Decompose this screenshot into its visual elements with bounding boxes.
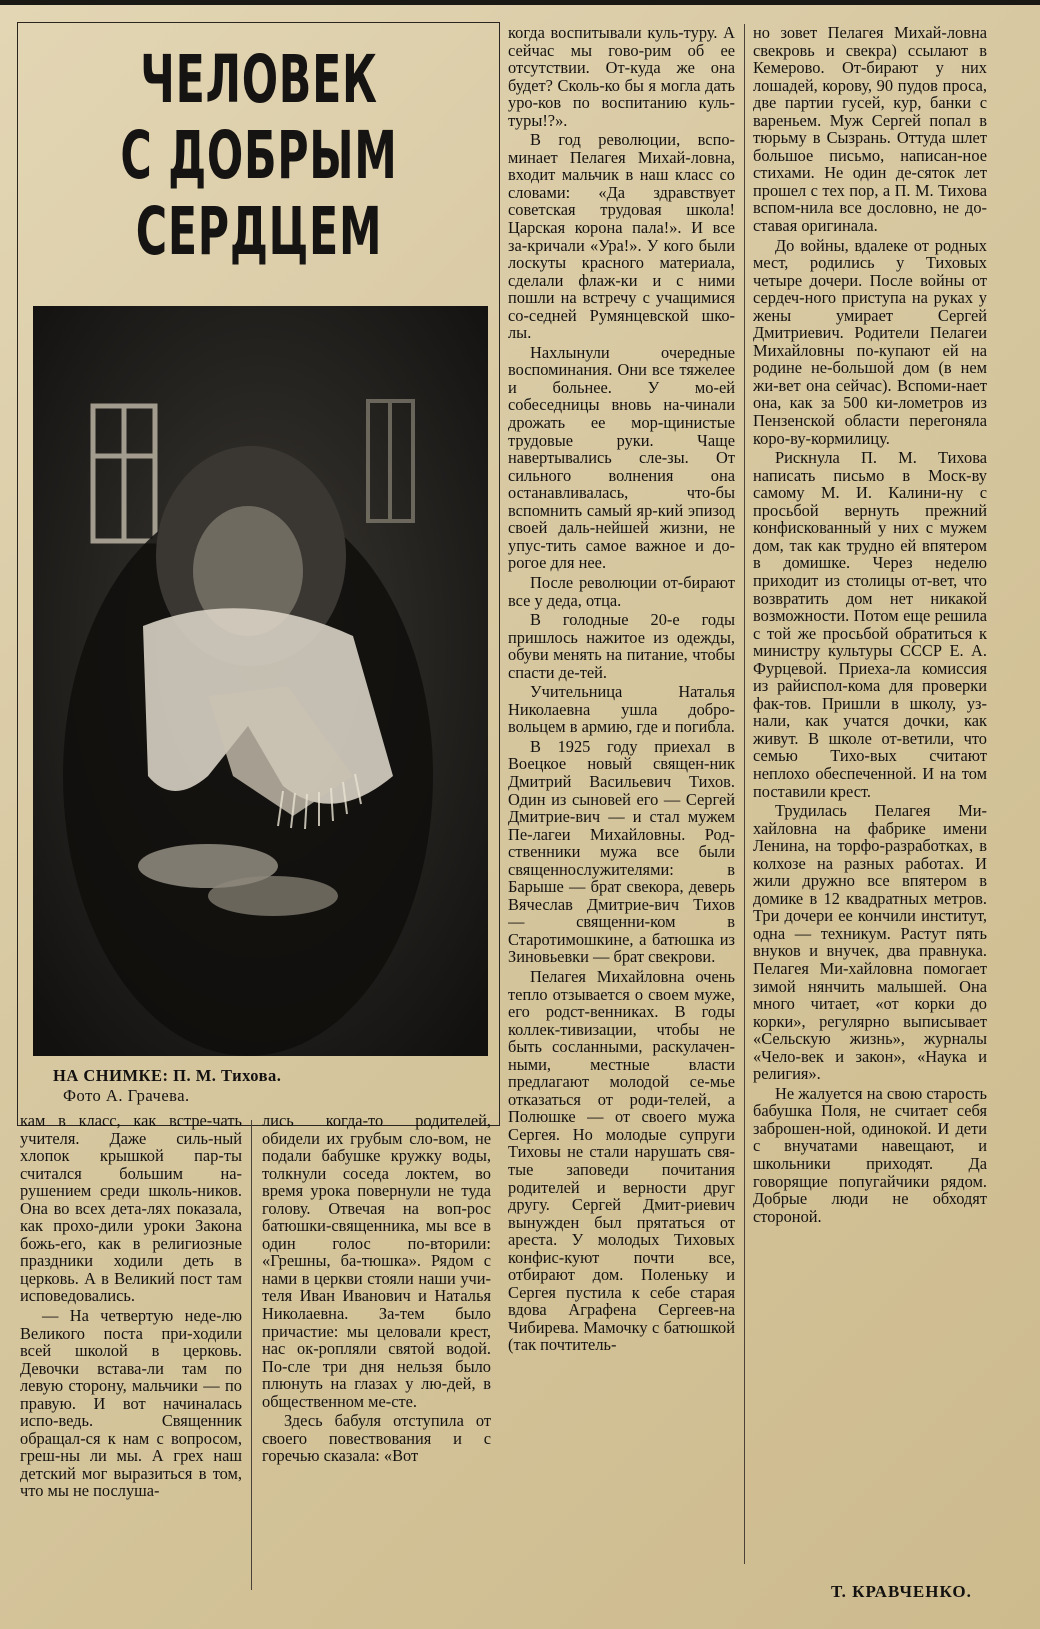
paragraph: В 1925 году приехал в Воецкое новый священ-ник Дмитрий Васильевич Тихов. Один из сыновей его — Сергей Дмитрие-вич — и стал мужем Пе-лагеи Михайловны. Род-ственники мужа все были священнослужителями: в Барыше — брат свекора, деверь Вячеслав Дмитрие-вич Тихов — священни-ком в Старотимошкине, а батюшка из Зиновьевки — брат свекрови. [508, 736, 735, 967]
paragraph: Не жалуется на свою старость бабушка Поля, не считает себя заброшен-ной, одинокой. И дети с внучатами навещают, и школьники приходят. Да говорящие попугайчики рядом. Добрые люди не обходят стороной. [753, 1083, 987, 1226]
column-bottom-left [20, 1112, 242, 1594]
paragraph: Рискнула П. М. Тихова написать письмо в Моск-ву самому М. И. Калини-ну с просьбой вернуть прежний конфискованный у них с мужем дом, так как трудно ей впятером в домишке. Через неделю приходит из столицы от-вет, что возвратить дом нет никакой возможности. Потом еще решила с той же просьбой обратиться к министру культуры СССР Е. А. Фурцевой. Приеха-ла комиссия из райиспол-кома для проверки фак-тов. Пришли в школу, уз-нали, как учатся дочки, как живут. В школе от-ветили, что семью Тихо-вых считают неплохо обеспеченной. И на том поставили крест. [753, 448, 987, 801]
portrait-illustration [33, 306, 488, 1056]
paragraph: — На четвертую неде-лю Великого поста при-ходили всей школой в церковь. Девочки встава-ли там по левую сторону, мальчики — по правую. И вот начиналась испо-ведь. Священник обращал-ся к нам с вопросом, греш-ны ли мы. А грех наш детский мог выразиться в том, что мы не послуша- [20, 1306, 242, 1501]
photo-caption: НА СНИМКЕ: П. М. Тихова. [53, 1066, 282, 1085]
photo-credit: Фото А. Грачева. [63, 1086, 190, 1105]
portrait-photo [33, 306, 488, 1056]
paragraph: но зовет Пелагея Михай-ловна свекровь и свекра) ссылают в Кемерово. От-бирают у них лошадей, корову, 90 пудов проса, две партии гусей, кур, банки с вареньем. Муж Сергей попал в тюрьму в Сызрань. Оттуда шлет большое письмо, написан-ное стихами. Не один де-сяток лет прошел с тех пор, а П. М. Тихова вспом-нила все дословно, не до-ставая оригинала. [753, 24, 987, 236]
paragraph: Здесь бабуля отступила от своего повествования и с горечью сказала: «Вот [262, 1411, 491, 1466]
paragraph: Пелагея Михайловна очень тепло отзывается о своем муже, его родст-венниках. В годы коллек-тивизации, чтобы не быть сосланными, раскулачен-ными, местные власти предлагают молодой се-мье отказаться от роди-телей, а Полюшке — от своего мужа Сергея. Но молодые супруги Тиховы не стали нарушать свя-тые заповеди почитания родителей и верности друг другу. Сергей Дмит-риевич вынужден был прятаться от ареста. У молодых Тиховых конфис-куют почти все, отбирают дом. Поленьку и Сергея пустила к себе старая вдова Аграфена Сергеев-на Чибирева. Мамочку с батюшкой (так почтитель- [508, 966, 735, 1355]
paragraph: В голодные 20-е годы пришлось нажитое из одежды, обуви менять на питание, чтобы спасти де-тей. [508, 610, 735, 682]
paragraph: когда воспитывали куль-туру. А сейчас мы гово-рим об ее отсутствии. От-куда же она будет? Сколь-ко бы я могла дать уро-ков по воспитанию куль-туры!?». [508, 24, 735, 130]
paragraph: Учительница Наталья Николаевна ушла добро-вольцем в армию, где и погибла. [508, 682, 735, 737]
top-rule [0, 0, 1040, 5]
column-divider [744, 24, 745, 1564]
column-right-1 [508, 24, 735, 1594]
paragraph: Нахлынули очередные воспоминания. Они все тяжелее и больнее. У мо-ей собеседницы вновь на-чинали дрожать ее мор-щинистые трудовые руки. Чаще навертывались сле-зы. От сильного волнения она останавливалась, что-бы вспомнить самый яр-кий эпизод своей даль-нейшей жизни, не упус-тить самое важное и до-рогое для нее. [508, 342, 735, 573]
headline-line-2: С ДОБРЫМ [120, 117, 398, 194]
headline [94, 42, 424, 270]
paragraph: лись когда-то родителей, обидели их грубым сло-вом, не подали бабушке кружку воды, толкнули соседа локтем, во время урока повернули не туда голову. Отвечая на воп-рос батюшки-священника, мы все в один голос по-вторили: «Грешны, ба-тюшка». Рядом с нами в церкви стояли наши учи-теля Иван Иванович и Наталья Николаевна. За-тем было причастие: мы целовали крест, нас ок-ропляли святой водой. По-сле три дня нельзя было плюнуть на глазах у лю-дей, в общественном ме-сте. [262, 1112, 491, 1411]
paragraph: Трудилась Пелагея Ми-хайловна на фабрике имени Ленина, на торфо-разработках, в колхозе на разных работах. И жили дружно все впятером в домике в 12 квадратных метров. Три дочери ее кончили институт, одна — техникум. Растут пять внуков и внучек, два правнука. Пелагея Ми-хайловна помогает зимой нянчить малышей. Она много читает, «от корки до корки», регулярно выписывает «Сельскую жизнь», журналы «Чело-век и закон», «Наука и религия». [753, 801, 987, 1084]
headline-line-1: ЧЕЛОВЕК [140, 41, 378, 118]
paragraph: До войны, вдалеке от родных мест, родились у Тиховых четыре дочери. После войны от сердеч-ного приступа на руках у жены умирает Сергей Дмитриевич. Родители Пелагеи Михайловны по-купают ей на родине не-большой дом (в нем жи-вет она сейчас). Вспоми-нает она, как за 500 ки-лометров из Пензенской области перегоняла коро-ву-кормилицу. [753, 235, 987, 448]
column-bottom-middle [262, 1112, 491, 1594]
headline-line-3: СЕРДЦЕМ [135, 193, 383, 270]
column-right-2 [753, 24, 987, 1569]
paragraph: кам в класс, как встре-чать учителя. Даже силь-ный хлопок крышкой пар-ты считался большим на-рушением среди школь-ников. Она во всех дета-лях показала, как прохо-дили уроки Закона божь-его, как в религиозные праздники ходили деть в церковь. А в Великий пост там исповедовались. [20, 1112, 242, 1306]
column-divider [251, 1120, 252, 1590]
paragraph: После революции от-бирают все у деда, отца. [508, 572, 735, 610]
paragraph: В год революции, вспо-минает Пелагея Михай-ловна, входит мальчик в наш класс со словами: «Да здравствует советская трудовая школа! Царская корона пала!». И все за-кричали «Ура!». У кого были лоскуты красного материала, сделали флаж-ки и с ними пошли на встречу с учащимися со-седней Румянцевской шко-лы. [508, 130, 735, 343]
author-signature: Т. КРАВЧЕНКО. [831, 1582, 972, 1601]
